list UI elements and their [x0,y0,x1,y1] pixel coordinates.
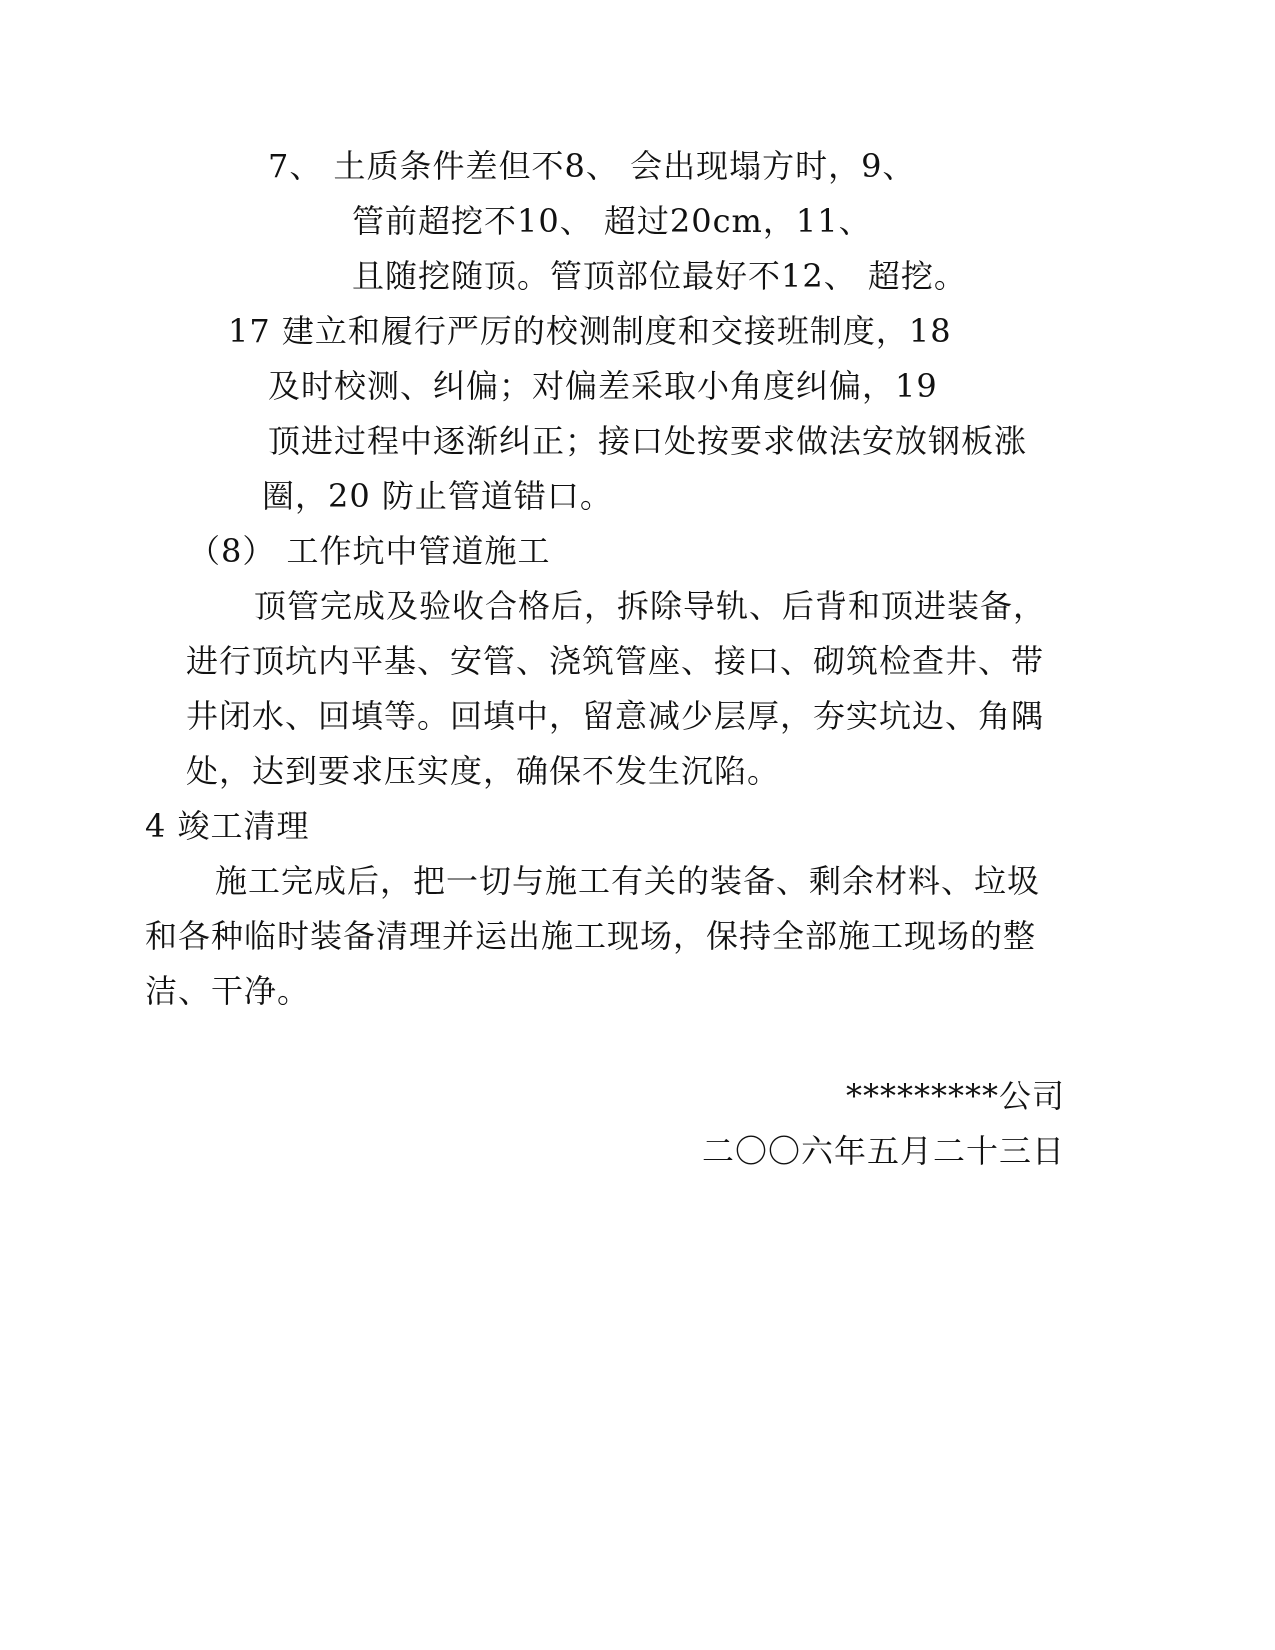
text-line-15: 和各种临时装备清理并运出施工现场，保持全部施工现场的整 [145,917,1037,955]
text-line-16: 洁、干净。 [145,972,311,1010]
signature-date: 二〇〇六年五月二十三日 [701,1132,1065,1170]
section-heading-4: 4 竣工清理 [145,807,310,845]
text-line-9: 顶管完成及验收合格后，拆除导轨、后背和顶进装备， [254,587,1047,625]
text-line-5: 及时校测、纠偏；对偏差采取小角度纠偏，19 [268,367,938,405]
text-line-14: 施工完成后，把一切与施工有关的装备、剩余材料、垃圾 [215,862,1041,900]
text-line-10: 进行顶坑内平基、安管、浇筑管座、接口、砌筑检查井、带 [186,642,1045,680]
text-line-7: 圈，20 防止管道错口。 [262,477,613,515]
signature-company: *********公司 [845,1077,1065,1115]
text-line-2: 管前超挖不10、 超过20cm，11、 [352,202,872,240]
text-line-1: 7、 土质条件差但不8、 会出现塌方时，9、 [268,147,916,185]
text-line-12: 处，达到要求压实度，确保不发生沉陷。 [186,752,781,790]
text-line-6: 顶进过程中逐渐纠正；接口处按要求做法安放钢板涨 [268,422,1028,460]
section-heading-8: （8） 工作坑中管道施工 [188,532,551,570]
text-line-11: 井闭水、回填等。回填中，留意减少层厚，夯实坑边、角隅 [186,697,1045,735]
text-line-4: 17 建立和履行严厉的校测制度和交接班制度，18 [228,312,952,350]
text-line-3: 且随挖随顶。管顶部位最好不12、 超挖。 [352,257,967,295]
